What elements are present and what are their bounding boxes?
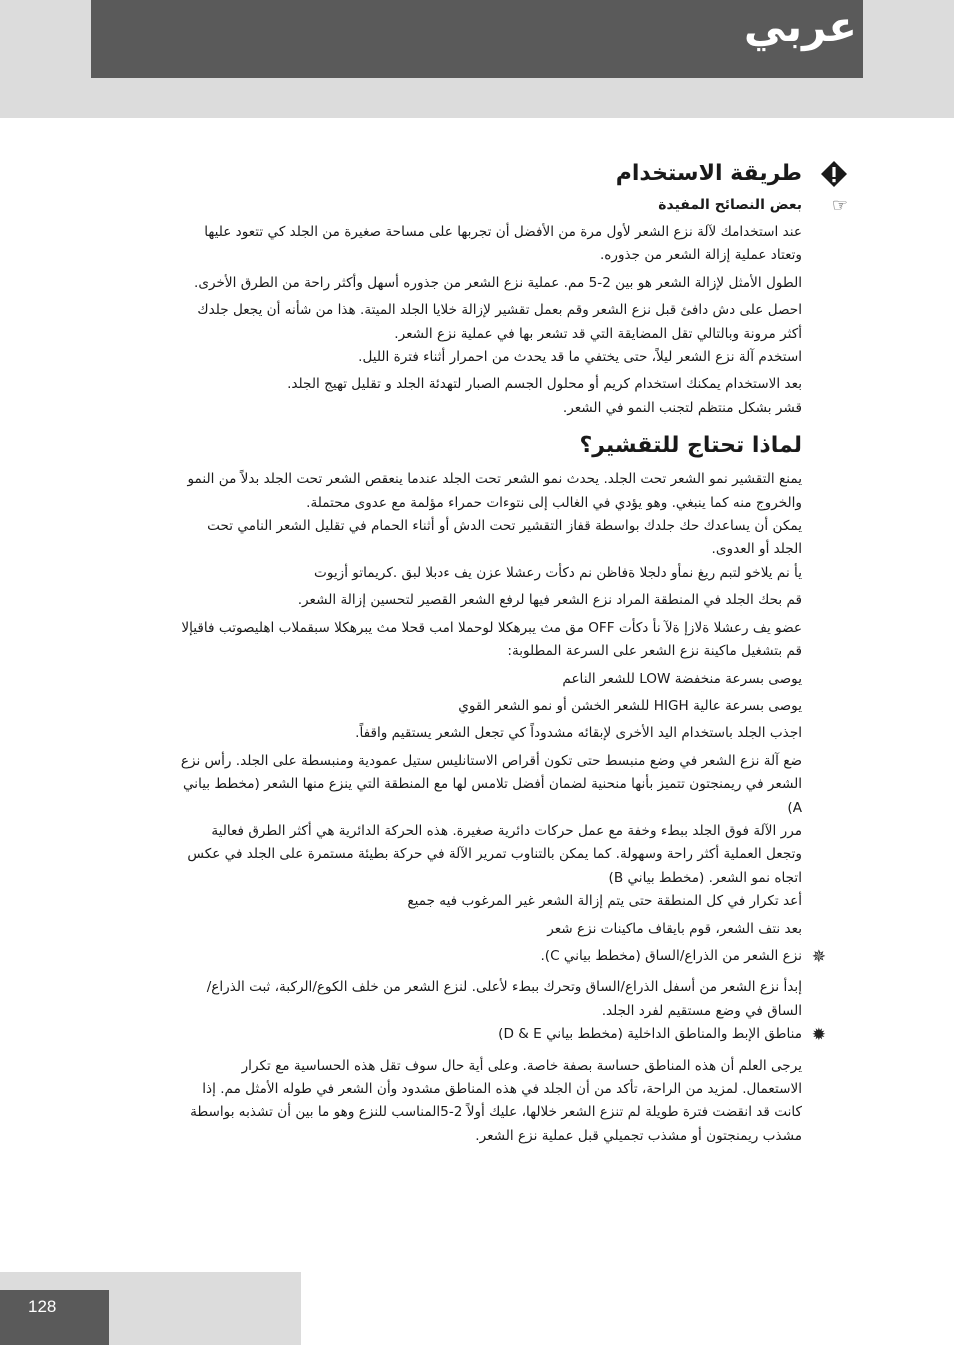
body-paragraph: عضو يف رعشلا ةلازإ ةلآ نأ دكأت OFF مق مث يبرهكلا لوحملا امب قحلا مث يبرهكلا سبقملاب اهليصوتب فاقيإلا — [181, 619, 802, 636]
area-label: مناطق الإبط والمناطق الداخلية (مخطط بياني D & E) — [498, 1026, 802, 1043]
tip-paragraph: الطول الأمثل لإزالة الشعر هو بين 2-5 مم. عملية نزع الشعر من جذوره أسهل وأكثر راحة من الطرق الأخرى. — [194, 274, 802, 291]
speed-high-note: يوصى بسرعة عالية HIGH للشعر الخشن أو نمو الشعر القوي — [458, 697, 802, 714]
area-item-underarm — [180, 1023, 826, 1046]
usage-section-title: طريقة الاستخدام — [180, 156, 802, 192]
page-number: 128 — [28, 1297, 57, 1316]
area-item-arm-leg — [180, 945, 826, 968]
main-content — [180, 156, 848, 1148]
language-title-bar — [91, 0, 863, 78]
tip-paragraph: استخدم آلة نزع الشعر ليلاً، حتى يختفي ما قد يحدث من احمرار أثناء فترة الليل. — [358, 349, 802, 366]
body-paragraph: أعد تكرار في كل المنطقة حتى يتم إزالة الشعر غير المرغوب فيه جميع — [407, 893, 802, 910]
tip-paragraph: عند استخدامك لآلة نزع الشعر لأول مرة من الأفضل أن تجربها على مساحة صغيرة من الجلد كي تتعود عليها وتعتاد عملية إزالة الشعر من جذوره. — [204, 224, 802, 264]
tips-heading: ☞ بعض النصائح المفيدة — [658, 195, 848, 216]
burst-star-icon: ✹ — [811, 1025, 826, 1046]
area-text: يرجى العلم أن هذه المناطق حساسة بصفة خاصة. وعلى أية حال سوف تقل هذه الحساسية مع تكرار الاستعمال. لمزيد من الراحة، تأكد من أن الجلد في هذه المناطق مشدود وأن الشعر في طوله الأمثل مم. إذا كانت قد انقضت فترة طويلة لم تنزع الشعر خلالها، عليك أولاً 2-5المناسب للنزع وهو ما بين أن تشذبه بواسطة مشذب ريمنجتون أو مشذب تجميلي قبل عملية نزع الشعر. — [190, 1057, 802, 1144]
pointing-hand-icon: ☞ — [831, 195, 848, 216]
sparkle-star-icon: ✵ — [811, 946, 826, 967]
body-paragraph: مرر الآلة فوق الجلد ببطء وخفة مع عمل حركات دائرية صغيرة. هذه الحركة الدائرية هي أكثر الطرق فعالية وتجعل العملية أكثر راحة وسهولة. كما يمكن بالتناوب تمرير الآلة في حركة بطيئة مستمرة على الجلد في عكس اتجاه نمو الشعر. (مخطط بياني B) — [187, 822, 802, 886]
area-text: إبدأ نزع الشعر من أسفل الذراع/الساق وتحرك ببطء لأعلى. لنزع الشعر من خلف الكوع/الركبة، ثبت الذراع/الساق في وضع مستقيم لفرد الجلد. — [206, 979, 802, 1019]
body-paragraph: يمنع التقشير نمو الشعر تحت الجلد. يحدث نمو الشعر تحت الجلد عندما ينعقص الشعر تحت الجلد بدلاً من النمو والخروج منه كما ينبغي. وهو يؤدي في الغالب إلى نتوءات حمراء مؤلمة مع عدوى محتملة. — [187, 471, 802, 511]
body-paragraph: بعد نتف الشعر، قوم بايقاف ماكينات نزع شعر — [547, 920, 802, 937]
tip-paragraph: بعد الاستخدام يمكنك استخدام كريم أو محلول الجسم الصبار لتهدئة الجلد و تقليل تهيج الجلد. — [287, 376, 802, 393]
body-paragraph: قم بتشغيل ماكينة نزع الشعر على السرعة المطلوبة: — [507, 643, 802, 660]
body-paragraph: اجذب الجلد باستخدام اليد الأخرى لإبقائه مشدوداً كي تجعل الشعر يستقيم واقفاً. — [355, 725, 802, 742]
body-paragraph: قم بحك الجلد في المنطقة المراد نزع الشعر فيها لرفع الشعر القصير لتحسين إزالة الشعر. — [297, 592, 802, 609]
body-paragraph: ضع آلة نزع الشعر في وضع منبسط حتى تكون أقراص الاستانليس ستيل عمودية ومنبسطة على الجلد. رأس نزع الشعر في ريمنجتون تتميز بأنها منحنية لضمان أفضل تلامس لها مع المنطقة التي ينزع منها الشعر (مخطط بياني A) — [180, 752, 802, 816]
speed-low-note: يوصى بسرعة منخفضة LOW للشعر الناعم — [562, 670, 802, 687]
body-paragraph: يمكن أن يساعدك حك جلدك بواسطة قفاز التقشير تحت الدش أو أثناء الحمام في تقليل الشعر النامي تحت الجلد أو العدوى. — [207, 518, 802, 558]
tip-paragraph: احصل على دش دافئ قبل نزع الشعر وقم بعمل تقشير لإزالة خلايا الجلد الميتة. هذا من شأنه أن يجعل جلدك أكثر مرونة وبالتالي تقل المضايقة التي قد تشعر بها في عملية نزع الشعر. — [197, 302, 802, 342]
tip-paragraph: قشر بشكل منتظم لتجنب النمو في الشعر. — [562, 399, 802, 416]
body-paragraph: يأ نم يلاخو لتبم ريغ نمأو دلجلا ةفاظن نم دكأت رعشلا عزن يف ءدبلا لبق .كريماتو أزيوت — [314, 564, 802, 581]
language-label: عربي — [743, 2, 857, 51]
exfoliation-section-title: لماذا تحتاج للتقشير؟ — [579, 433, 802, 459]
warning-diamond-icon — [820, 160, 848, 188]
area-label: نزع الشعر من الذراع/الساق (مخطط بياني C). — [540, 947, 802, 964]
